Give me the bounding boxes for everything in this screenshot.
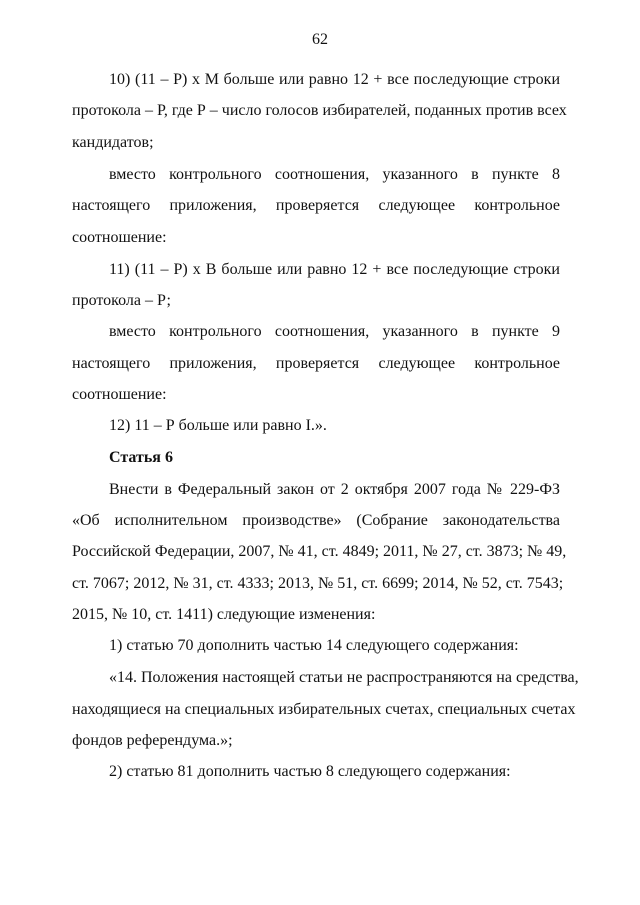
text-line: протокола – Р, где Р – число голосов избирателей, поданных против всех [72, 102, 567, 119]
text-line: 2) статью 81 дополнить частью 8 следующего содержания: [109, 763, 511, 780]
text-line: соотношение: [72, 386, 167, 403]
text-line: 10) (11 – Р) х М больше или равно 12 + все последующие строки [109, 71, 560, 88]
text-line: 11) (11 – Р) х В больше или равно 12 + все последующие строки [109, 261, 560, 278]
text-line: соотношение: [72, 229, 167, 246]
text-line: находящиеся на специальных избирательных счетах, специальных счетах [72, 701, 576, 718]
article-heading: Статья 6 [109, 449, 173, 466]
text-line: «Об исполнительном производстве» (Собрание законодательства [72, 512, 560, 529]
text-line: «14. Положения настоящей статьи не распространяются на средства, [109, 669, 579, 686]
text-line: вместо контрольного соотношения, указанного в пункте 8 [109, 166, 560, 183]
page-number: 62 [312, 31, 328, 48]
text-line: 12) 11 – Р больше или равно I.». [109, 417, 327, 434]
text-line: 2015, № 10, ст. 1411) следующие изменения: [72, 606, 376, 623]
text-line: 1) статью 70 дополнить частью 14 следующего содержания: [109, 637, 519, 654]
text-line: вместо контрольного соотношения, указанного в пункте 9 [109, 323, 560, 340]
text-line: кандидатов; [72, 134, 154, 151]
text-line: протокола – Р; [72, 292, 171, 309]
text-line: ст. 7067; 2012, № 31, ст. 4333; 2013, № 51, ст. 6699; 2014, № 52, ст. 7543; [72, 575, 564, 592]
text-line: Российской Федерации, 2007, № 41, ст. 4849; 2011, № 27, ст. 3873; № 49, [72, 543, 567, 560]
text-line: фондов референдума.»; [72, 732, 233, 749]
text-line: настоящего приложения, проверяется следующее контрольное [72, 197, 560, 214]
text-line: настоящего приложения, проверяется следующее контрольное [72, 355, 560, 372]
text-line: Внести в Федеральный закон от 2 октября 2007 года № 229-ФЗ [109, 481, 560, 498]
